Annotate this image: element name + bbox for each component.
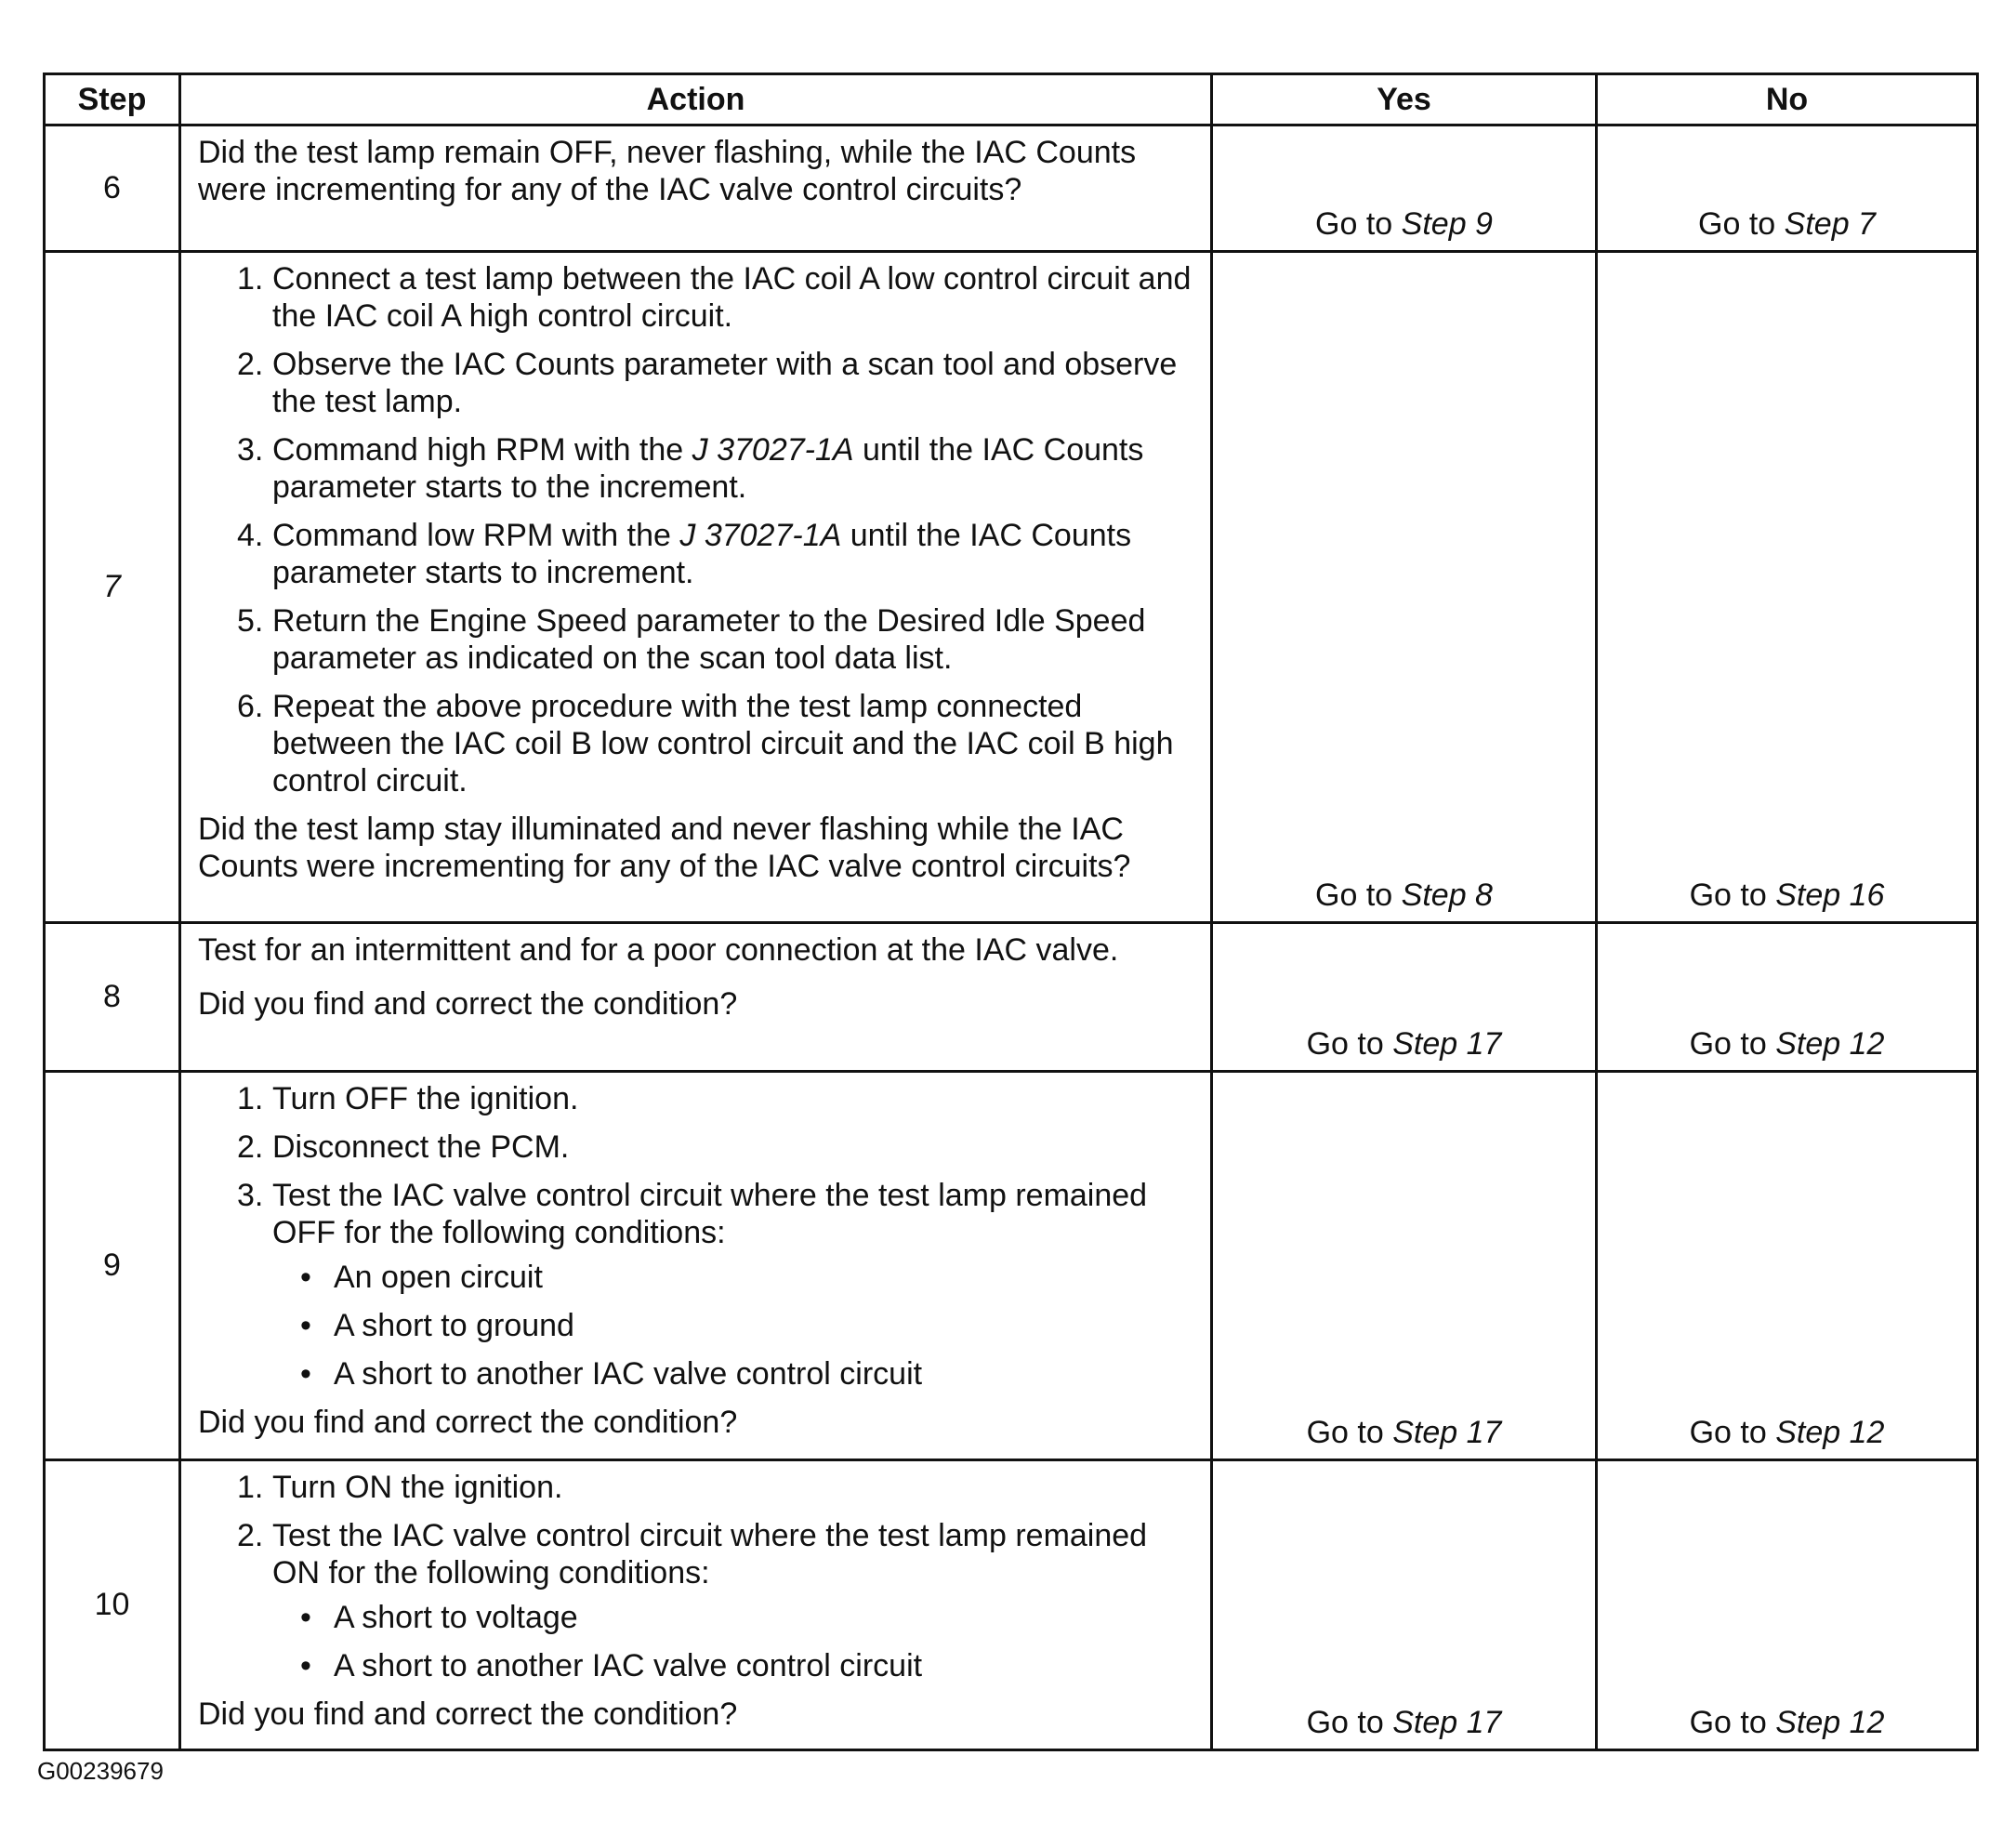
step-number: 8: [45, 923, 180, 1072]
go-to-label: Go to: [1306, 1705, 1384, 1740]
no-step-link[interactable]: Step 7: [1784, 206, 1876, 242]
table-row: [45, 252, 1978, 923]
no-cell: [1597, 1072, 1978, 1460]
no-cell: [1597, 252, 1978, 923]
step-number: 7: [45, 252, 180, 923]
procedure-item: 1. Turn ON the ignition.: [237, 1470, 563, 1505]
yes-cell: [1212, 252, 1597, 923]
condition-item: • A short to voltage: [300, 1599, 1197, 1636]
no-step-link[interactable]: Step 12: [1775, 1705, 1885, 1740]
no-step-link[interactable]: Step 12: [1775, 1415, 1885, 1450]
action-question: Did the test lamp stay illuminated and never flashing while the IAC Counts were incrementing for any of the IAC valve control circuits?: [198, 812, 1131, 884]
tool-reference: J 37027-1A: [692, 432, 854, 468]
no-step-link[interactable]: Step 12: [1775, 1026, 1885, 1062]
condition-item: • A short to ground: [300, 1307, 1197, 1344]
no-step-link[interactable]: Step 16: [1775, 878, 1885, 913]
procedure-item: 3. Command high RPM with the J 37027-1A until the IAC Counts parameter starts to the increment.: [237, 432, 1144, 505]
yes-cell: [1212, 1072, 1597, 1460]
header-action: Action: [180, 74, 1212, 125]
no-cell: [1597, 1460, 1978, 1750]
condition-item: • A short to another IAC valve control circuit: [300, 1647, 1197, 1684]
diagnostic-table: [43, 73, 1979, 1751]
condition-item: • A short to another IAC valve control circuit: [300, 1355, 1197, 1393]
figure-id: G00239679: [37, 1757, 164, 1785]
go-to-label: Go to: [1315, 878, 1393, 913]
yes-cell: [1212, 923, 1597, 1072]
go-to-label: Go to: [1306, 1415, 1384, 1450]
yes-step-link[interactable]: Step 8: [1401, 878, 1493, 913]
procedure-list: [198, 260, 1197, 799]
header-row: [45, 74, 1978, 125]
procedure-item: 2. Observe the IAC Counts parameter with a scan tool and observe the test lamp.: [237, 347, 1178, 419]
header-yes: Yes: [1212, 74, 1597, 125]
action-question: Did the test lamp remain OFF, never flashing, while the IAC Counts were incrementing for any of the IAC valve control circuits?: [198, 135, 1137, 207]
step-number: 10: [45, 1460, 180, 1750]
procedure-list: [198, 1469, 1197, 1684]
procedure-item: 2. Test the IAC valve control circuit where the test lamp remained ON for the following conditions: • A short to voltage • A short to another IAC valve control circuit: [243, 1517, 1197, 1684]
action-text: Test for an intermittent and for a poor connection at the IAC valve.: [198, 932, 1119, 968]
go-to-label: Go to: [1689, 1026, 1767, 1062]
table-row: [45, 923, 1978, 1072]
no-cell: [1597, 125, 1978, 252]
go-to-label: Go to: [1689, 1415, 1767, 1450]
go-to-label: Go to: [1315, 206, 1393, 242]
action-question: Did you find and correct the condition?: [198, 1405, 738, 1440]
procedure-item: 4. Command low RPM with the J 37027-1A until the IAC Counts parameter starts to increment.: [237, 518, 1132, 590]
condition-list: [272, 1599, 1197, 1684]
procedure-list: [198, 1080, 1197, 1393]
procedure-item: 2. Disconnect the PCM.: [237, 1129, 570, 1165]
table-row: [45, 1072, 1978, 1460]
step-number: 6: [45, 125, 180, 252]
tool-reference: J 37027-1A: [679, 518, 842, 553]
yes-step-link[interactable]: Step 9: [1401, 206, 1493, 242]
go-to-label: Go to: [1689, 878, 1767, 913]
action-cell: [180, 252, 1212, 923]
action-cell: [180, 923, 1212, 1072]
procedure-item: 3. Test the IAC valve control circuit where the test lamp remained OFF for the following conditions: • An open circuit • A short to ground • A short to another IAC valve control circuit: [243, 1177, 1197, 1393]
table-row: [45, 125, 1978, 252]
procedure-item: 6. Repeat the above procedure with the test lamp connected between the IAC coil B low control circuit and the IAC coil B high control circuit.: [237, 689, 1174, 799]
step-number: 9: [45, 1072, 180, 1460]
yes-step-link[interactable]: Step 17: [1392, 1415, 1502, 1450]
procedure-item: 1. Turn OFF the ignition.: [237, 1081, 579, 1116]
yes-step-link[interactable]: Step 17: [1392, 1026, 1502, 1062]
go-to-label: Go to: [1306, 1026, 1384, 1062]
yes-cell: [1212, 1460, 1597, 1750]
header-step: Step: [45, 74, 180, 125]
go-to-label: Go to: [1698, 206, 1776, 242]
condition-list: [272, 1259, 1197, 1393]
yes-cell: [1212, 125, 1597, 252]
action-question: Did you find and correct the condition?: [198, 1696, 738, 1732]
procedure-item: 1. Connect a test lamp between the IAC coil A low control circuit and the IAC coil A high control circuit.: [237, 261, 1192, 334]
condition-item: • An open circuit: [300, 1259, 1197, 1296]
table-row: [45, 1460, 1978, 1750]
yes-step-link[interactable]: Step 17: [1392, 1705, 1502, 1740]
header-no: No: [1597, 74, 1978, 125]
action-cell: [180, 1460, 1212, 1750]
action-question: Did you find and correct the condition?: [198, 986, 738, 1022]
action-cell: [180, 1072, 1212, 1460]
go-to-label: Go to: [1689, 1705, 1767, 1740]
action-cell: [180, 125, 1212, 252]
procedure-item: 5. Return the Engine Speed parameter to the Desired Idle Speed parameter as indicated on the scan tool data list.: [237, 603, 1146, 676]
no-cell: [1597, 923, 1978, 1072]
